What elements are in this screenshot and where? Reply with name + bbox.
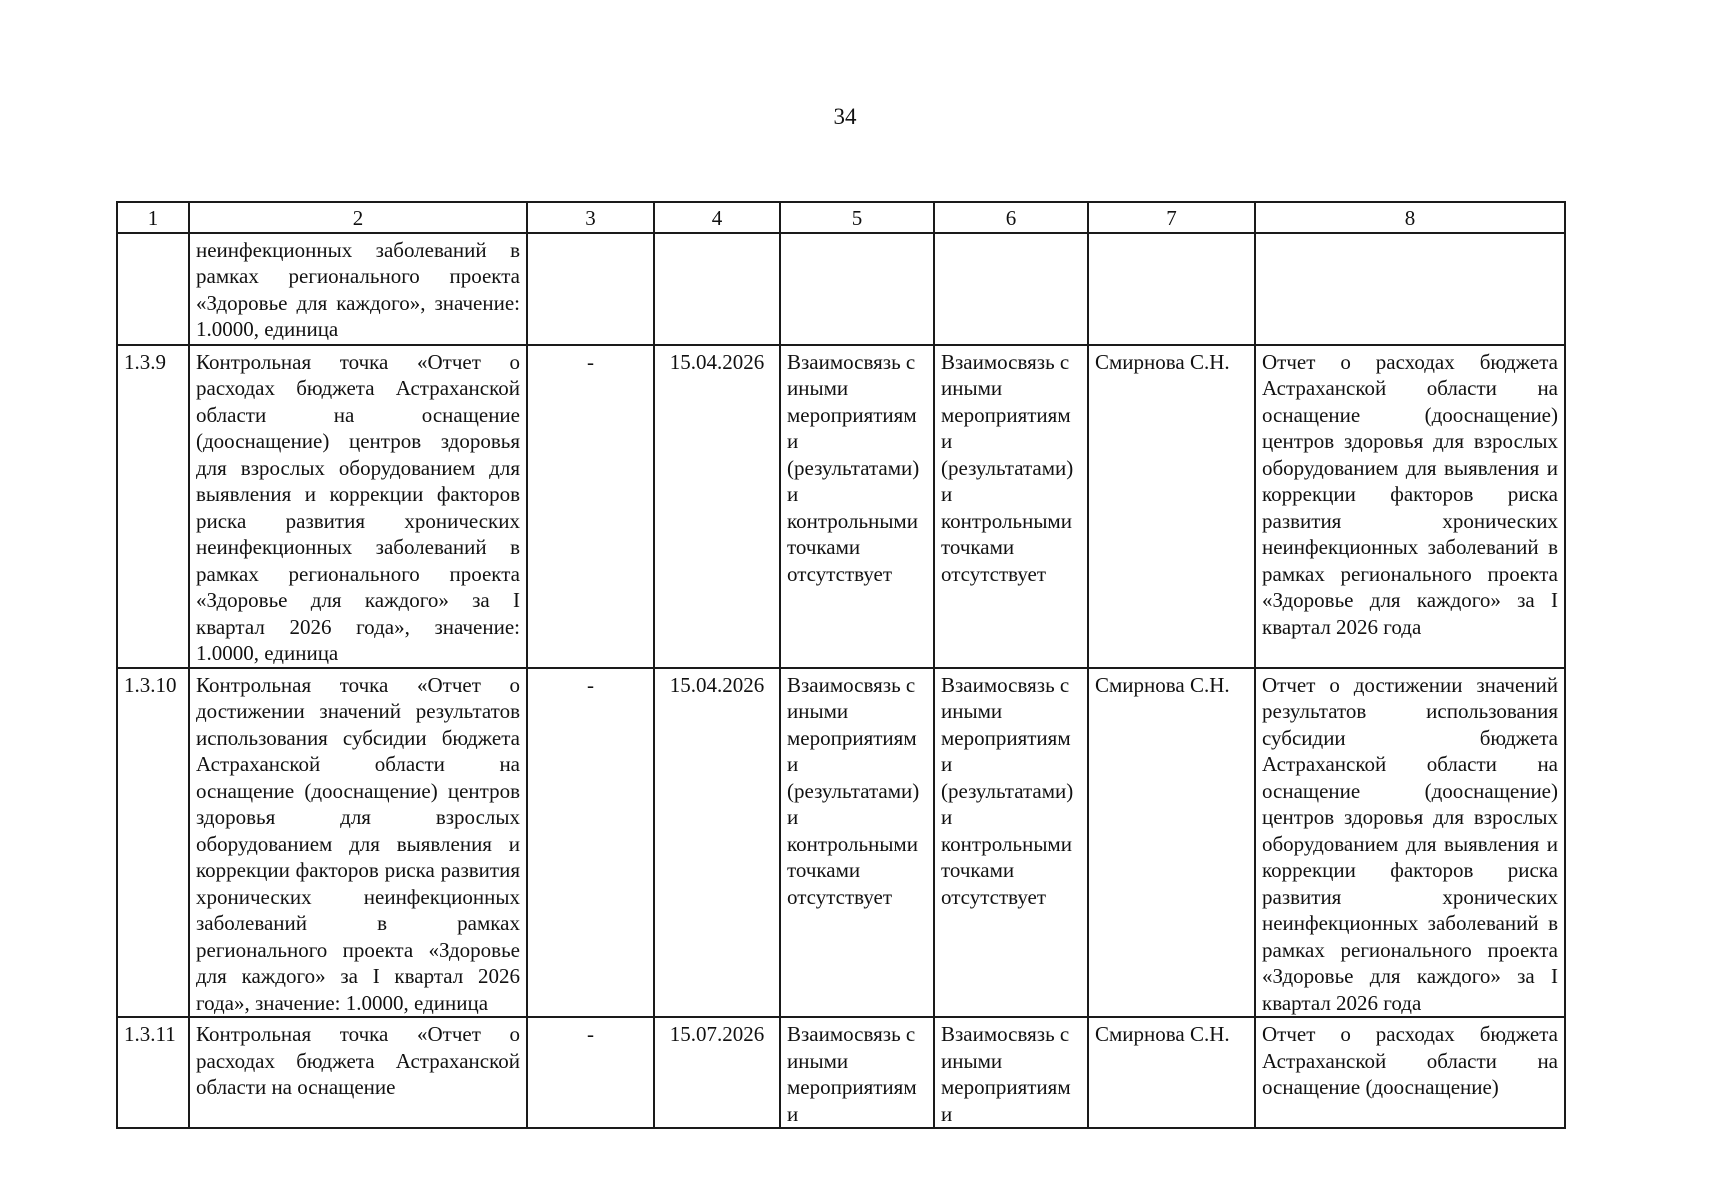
cell-date: [654, 233, 780, 345]
control-points-table: [116, 201, 1566, 1129]
column-header-1: 1: [117, 202, 189, 233]
cell-date: 15.07.2026: [654, 1017, 780, 1128]
cell-number: 1.3.9: [117, 345, 189, 668]
cell-number: [117, 233, 189, 345]
cell-relation-1: Взаимосвязь с иными мероприятиями (результатами) и контрольными точками отсутствует: [780, 668, 934, 1018]
cell-date: 15.04.2026: [654, 668, 780, 1018]
cell-col3: [527, 233, 654, 345]
cell-document: Отчет о достижении значений результатов использования субсидии бюджета Астраханской области на оснащение (дооснащение) центров здоровья для взрослых оборудованием для выявления и коррекции факторов риска развития хронических неинфекционных заболеваний в рамках регионального проекта «Здоровье для каждого» за I квартал 2026 года: [1255, 668, 1565, 1018]
column-number-header-row: [117, 202, 1565, 233]
cell-responsible: [1088, 233, 1255, 345]
column-header-2: 2: [189, 202, 527, 233]
table-row-continuation: [117, 233, 1565, 345]
cell-responsible: Смирнова С.Н.: [1088, 668, 1255, 1018]
table-row: [117, 1017, 1565, 1128]
cell-relation-2: Взаимосвязь с иными мероприятиями (результатами) и контрольными точками отсутствует: [934, 668, 1088, 1018]
cell-relation-1: Взаимосвязь с иными мероприятиями: [780, 1017, 934, 1128]
cell-col3: -: [527, 1017, 654, 1128]
cell-description: Контрольная точка «Отчет о расходах бюджета Астраханской области на оснащение (дооснащение) центров здоровья для взрослых оборудованием для выявления и коррекции факторов риска развития хронических неинфекционных заболеваний в рамках регионального проекта «Здоровье для каждого» за I квартал 2026 года», значение: 1.0000, единица: [189, 345, 527, 668]
column-header-7: 7: [1088, 202, 1255, 233]
cell-document: Отчет о расходах бюджета Астраханской области на оснащение (дооснащение) центров здоровья для взрослых оборудованием для выявления и коррекции факторов риска развития хронических неинфекционных заболеваний в рамках регионального проекта «Здоровье для каждого» за I квартал 2026 года: [1255, 345, 1565, 668]
table-row: [117, 668, 1565, 1018]
cell-description: неинфекционных заболеваний в рамках регионального проекта «Здоровье для каждого», значение: 1.0000, единица: [189, 233, 527, 345]
cell-number: 1.3.11: [117, 1017, 189, 1128]
cell-description: Контрольная точка «Отчет о расходах бюджета Астраханской области на оснащение: [189, 1017, 527, 1128]
cell-relation-1: Взаимосвязь с иными мероприятиями (результатами) и контрольными точками отсутствует: [780, 345, 934, 668]
cell-relation-2: Взаимосвязь с иными мероприятиями: [934, 1017, 1088, 1128]
cell-relation-1: [780, 233, 934, 345]
column-header-3: 3: [527, 202, 654, 233]
column-header-8: 8: [1255, 202, 1565, 233]
column-header-5: 5: [780, 202, 934, 233]
cell-number: 1.3.10: [117, 668, 189, 1018]
page-number: 34: [833, 104, 857, 129]
cell-date: 15.04.2026: [654, 345, 780, 668]
cell-col3: -: [527, 345, 654, 668]
cell-relation-2: [934, 233, 1088, 345]
cell-document: Отчет о расходах бюджета Астраханской области на оснащение (дооснащение): [1255, 1017, 1565, 1128]
cell-description: Контрольная точка «Отчет о достижении значений результатов использования субсидии бюджета Астраханской области на оснащение (дооснащение) центров здоровья для взрослых оборудованием для выявления и коррекции факторов риска развития хронических неинфекционных заболеваний в рамках регионального проекта «Здоровье для каждого» за I квартал 2026 года», значение: 1.0000, единица: [189, 668, 527, 1018]
cell-responsible: Смирнова С.Н.: [1088, 1017, 1255, 1128]
cell-col3: -: [527, 668, 654, 1018]
column-header-4: 4: [654, 202, 780, 233]
cell-document: [1255, 233, 1565, 345]
table-row: [117, 345, 1565, 668]
cell-responsible: Смирнова С.Н.: [1088, 345, 1255, 668]
column-header-6: 6: [934, 202, 1088, 233]
cell-relation-2: Взаимосвязь с иными мероприятиями (результатами) и контрольными точками отсутствует: [934, 345, 1088, 668]
